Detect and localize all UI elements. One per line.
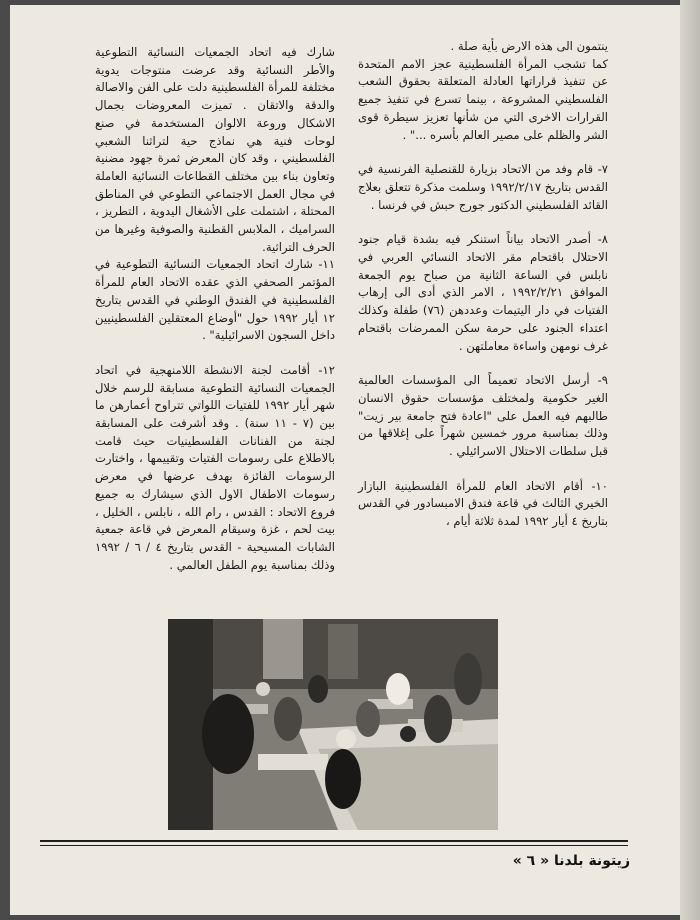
footer-rule <box>40 840 628 842</box>
paragraph-item-8: ٨- أصدر الاتحاد بياناً استنكر فيه بشدة قيام جنود الاحتلال باقتحام مقر الاتحاد النسائي العربي في نابلس في الساعة الثانية من صباح يوم الجمعة الموافق ١٩٩٢/٢/٢١ ، الامر الذي أدى الى إرهاب الفتيات في دار اليتيمات وعددهن (٧٦) طفلة وكذلك اعتداء الجنود على حرمة سكن الممرضات باقتحام غرف نومهن واساءة معاملتهن . <box>358 232 608 353</box>
paragraph-item-7: ٧- قام وفد من الاتحاد بزيارة للقنصلية الفرنسية في القدس بتاريخ ١٩٩٢/٢/١٧ وسلمت مذكرة تتعلق بعلاج القائد الفلسطيني الدكتور جورج حبش في فرنسا . <box>358 162 608 212</box>
paragraph-item-12: ١٢- أقامت لجنة الانشطة اللامنهجية في اتحاد الجمعيات النسائية التطوعية مسابقة للرسم خلال شهر أيار ١٩٩٢ للفتيات اللواتي تتراوح أعمارهن ما بين (٧ - ١١ سنة) . وقد أشرفت على المسابقة لجنة من الفنانات الفلسطينيات حيث قامت بالاطلاع على رسومات الفتيات وتقييمها ، واختارت الرسومات الفائزة بهدف عرضها في معرض رسومات الاطفال الاول الذي سيشارك به جميع فروع الاتحاد : القدس ، رام الله ، نابلس ، الخليل ، بيت لحم ، غزة وسيقام المعرض في قاعة جمعية الشابات المسيحية - القدس بتاريخ ٤ / ٦ / ١٩٩٢ وذلك بمناسبة يوم الطفل العالمي . <box>95 362 336 572</box>
footer-rule-thin <box>40 845 628 846</box>
paragraph-bazaar-and-item-11: شارك فيه اتحاد الجمعيات النسائية التطوعية والأطر النسائية وقد عرضت منتوجات يدوية مختلفة للمرأة الفلسطينية دلت على الفن والاصالة والدقة والاتقان . تميزت المعروضات بجمال الاشكال وروعة الالوان المستخدمة في صنع لوحات فنية هي نماذج حية لتراثنا الشعبي الفلسطيني ، وقد كان المعرض ثمرة جهود مضنية وتعاون بناء بين مختلف القطاعات النسائية العاملة في مجال العمل الاجتماعي التطوعي في المناطق المحتلة ، اشتملت على الأشغال اليدوية ، التطريز ، السراميك ، الملابس القطنية والصوفية وغيرها من الحرف التراثية. ١١- شارك اتحاد الجمعيات النسائية التطوعية في المؤتمر الصحفي الذي عقده الاتحاد العام للمرأة الفلسطينية في الفندق الوطني في القدس بتاريخ ١٢ أيار ١٩٩٢ حول "أوضاع المعتقلين الفلسطينيين داخل السجون الاسرائيلية" . <box>95 45 335 343</box>
paragraph: ينتمون الى هذه الارض بأية صلة . كما تشجب المرأة الفلسطينية عجز الامم المتحدة عن تنفيذ قراراتها العادلة المتعلقة بحقوق الشعب الفلسطيني المشروعة ، بينما تسرع في تنفيذ جميع القرارات الاخرى التي من شأنها تعزيز سيطرة قوى الشر والظلم على مصير العالم بأسره ..." . <box>358 39 608 142</box>
footer-magazine-page-number: زيتونة بلدنا « ٦ » <box>512 853 630 869</box>
paragraph-item-9: ٩- أرسل الاتحاد تعميماً الى المؤسسات العالمية الغير حكومية ولمختلف مؤسسات حقوق الانسان طالبهم فيه العمل على "اعادة فتح جامعة بير زيت" وذلك بمناسبة مرور خمسين شهراً على إغلاقها من قبل سلطات الاحتلال الاسرائيلي . <box>358 373 608 459</box>
photo-children-drawing-contest <box>168 619 498 830</box>
page-edge <box>680 0 700 920</box>
left-text-column <box>95 44 335 574</box>
paragraph-item-10: ١٠- أقام الاتحاد العام للمرأة الفلسطينية البازار الخيري الثالث في قاعة فندق الامبسادور في القدس بتاريخ ٤ أيار ١٩٩٢ لمدة ثلاثة أيام ، <box>358 478 608 529</box>
right-text-column <box>358 38 608 531</box>
